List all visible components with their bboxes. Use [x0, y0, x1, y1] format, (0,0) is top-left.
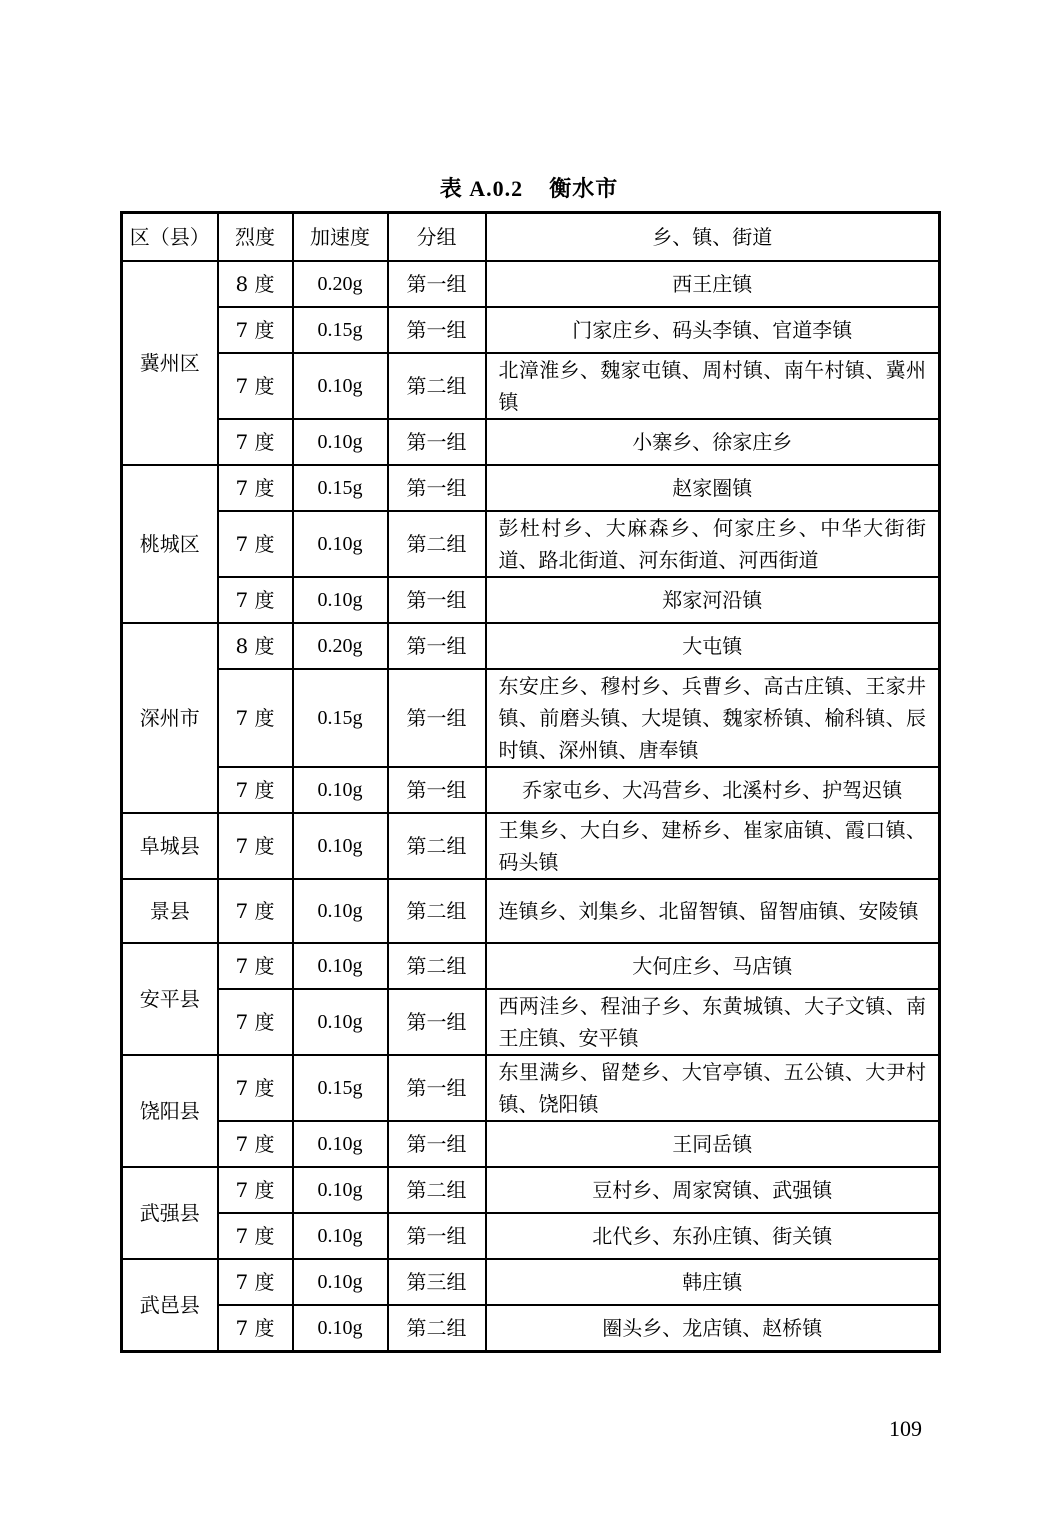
district-cell: 阜城县 — [122, 813, 218, 879]
intensity-cell: 7 度 — [218, 1167, 293, 1213]
table-row — [122, 1055, 940, 1121]
intensity-cell: 7 度 — [218, 943, 293, 989]
acceleration-cell: 0.15g — [293, 465, 388, 511]
table-row — [122, 511, 940, 577]
table-row — [122, 943, 940, 989]
intensity-cell: 7 度 — [218, 879, 293, 943]
table-row — [122, 1121, 940, 1167]
table-row — [122, 813, 940, 879]
acceleration-cell: 0.10g — [293, 879, 388, 943]
acceleration-cell: 0.10g — [293, 1259, 388, 1305]
places-cell: 西两洼乡、程油子乡、东黄城镇、大子文镇、南王庄镇、安平镇 — [486, 989, 940, 1055]
intensity-cell: 7 度 — [218, 307, 293, 353]
table-row — [122, 623, 940, 669]
district-cell: 饶阳县 — [122, 1055, 218, 1167]
intensity-cell: 7 度 — [218, 1305, 293, 1352]
table-title — [0, 172, 1058, 203]
header-places: 乡、镇、街道 — [486, 213, 940, 262]
acceleration-cell: 0.20g — [293, 261, 388, 307]
seismic-zoning-table — [120, 211, 941, 1353]
header-acceleration: 加速度 — [293, 213, 388, 262]
group-cell: 第三组 — [388, 1259, 486, 1305]
intensity-cell: 7 度 — [218, 1213, 293, 1259]
acceleration-cell: 0.10g — [293, 1305, 388, 1352]
places-cell: 连镇乡、刘集乡、北留智镇、留智庙镇、安陵镇 — [486, 879, 940, 943]
table-row — [122, 1259, 940, 1305]
acceleration-cell: 0.10g — [293, 1213, 388, 1259]
acceleration-cell: 0.10g — [293, 943, 388, 989]
table-header-row — [122, 213, 940, 262]
group-cell: 第一组 — [388, 1055, 486, 1121]
places-cell: 王集乡、大白乡、建桥乡、崔家庙镇、霞口镇、码头镇 — [486, 813, 940, 879]
table-row — [122, 1167, 940, 1213]
places-cell: 彭杜村乡、大麻森乡、何家庄乡、中华大街街道、路北街道、河东街道、河西街道 — [486, 511, 940, 577]
group-cell: 第二组 — [388, 511, 486, 577]
table-row — [122, 989, 940, 1055]
acceleration-cell: 0.10g — [293, 419, 388, 465]
places-cell: 西王庄镇 — [486, 261, 940, 307]
intensity-cell: 7 度 — [218, 419, 293, 465]
group-cell: 第一组 — [388, 989, 486, 1055]
places-cell: 北代乡、东孙庄镇、街关镇 — [486, 1213, 940, 1259]
intensity-cell: 8 度 — [218, 261, 293, 307]
table-row — [122, 307, 940, 353]
acceleration-cell: 0.10g — [293, 511, 388, 577]
intensity-cell: 7 度 — [218, 353, 293, 419]
places-cell: 东安庄乡、穆村乡、兵曹乡、高古庄镇、王家井镇、前磨头镇、大堤镇、魏家桥镇、榆科镇、辰时镇、深州镇、唐奉镇 — [486, 669, 940, 767]
intensity-cell: 7 度 — [218, 813, 293, 879]
page-number: 109 — [889, 1416, 922, 1441]
intensity-cell: 7 度 — [218, 577, 293, 623]
group-cell: 第二组 — [388, 943, 486, 989]
places-cell: 乔家屯乡、大冯营乡、北溪村乡、护驾迟镇 — [486, 767, 940, 813]
table-row — [122, 577, 940, 623]
table-row — [122, 465, 940, 511]
district-cell: 武邑县 — [122, 1259, 218, 1352]
group-cell: 第二组 — [388, 1305, 486, 1352]
table-city: 衡水市 — [549, 176, 619, 202]
acceleration-cell: 0.10g — [293, 1121, 388, 1167]
table-row — [122, 1213, 940, 1259]
intensity-cell: 7 度 — [218, 669, 293, 767]
group-cell: 第一组 — [388, 261, 486, 307]
places-cell: 大何庄乡、马店镇 — [486, 943, 940, 989]
group-cell: 第一组 — [388, 577, 486, 623]
group-cell: 第一组 — [388, 1121, 486, 1167]
intensity-cell: 7 度 — [218, 989, 293, 1055]
acceleration-cell: 0.10g — [293, 577, 388, 623]
group-cell: 第一组 — [388, 1213, 486, 1259]
district-cell: 桃城区 — [122, 465, 218, 623]
acceleration-cell: 0.20g — [293, 623, 388, 669]
acceleration-cell: 0.10g — [293, 1167, 388, 1213]
places-cell: 小寨乡、徐家庄乡 — [486, 419, 940, 465]
group-cell: 第一组 — [388, 419, 486, 465]
acceleration-cell: 0.10g — [293, 813, 388, 879]
group-cell: 第一组 — [388, 669, 486, 767]
table-row — [122, 1305, 940, 1352]
acceleration-cell: 0.10g — [293, 767, 388, 813]
intensity-cell: 7 度 — [218, 1121, 293, 1167]
district-cell: 冀州区 — [122, 261, 218, 465]
table-row — [122, 669, 940, 767]
intensity-cell: 7 度 — [218, 1259, 293, 1305]
intensity-cell: 7 度 — [218, 465, 293, 511]
table-row — [122, 419, 940, 465]
district-cell: 景县 — [122, 879, 218, 943]
district-cell: 武强县 — [122, 1167, 218, 1259]
places-cell: 韩庄镇 — [486, 1259, 940, 1305]
district-cell: 安平县 — [122, 943, 218, 1055]
places-cell: 东里满乡、留楚乡、大官亭镇、五公镇、大尹村镇、饶阳镇 — [486, 1055, 940, 1121]
acceleration-cell: 0.15g — [293, 669, 388, 767]
places-cell: 豆村乡、周家窝镇、武强镇 — [486, 1167, 940, 1213]
group-cell: 第二组 — [388, 879, 486, 943]
intensity-cell: 8 度 — [218, 623, 293, 669]
header-district: 区（县） — [122, 213, 218, 262]
places-cell: 郑家河沿镇 — [486, 577, 940, 623]
group-cell: 第二组 — [388, 1167, 486, 1213]
intensity-cell: 7 度 — [218, 511, 293, 577]
places-cell: 王同岳镇 — [486, 1121, 940, 1167]
header-group: 分组 — [388, 213, 486, 262]
group-cell: 第一组 — [388, 767, 486, 813]
group-cell: 第二组 — [388, 353, 486, 419]
intensity-cell: 7 度 — [218, 1055, 293, 1121]
table-row — [122, 767, 940, 813]
places-cell: 大屯镇 — [486, 623, 940, 669]
group-cell: 第一组 — [388, 307, 486, 353]
table-row — [122, 353, 940, 419]
district-cell: 深州市 — [122, 623, 218, 813]
group-cell: 第一组 — [388, 623, 486, 669]
places-cell: 赵家圈镇 — [486, 465, 940, 511]
group-cell: 第二组 — [388, 813, 486, 879]
places-cell: 门家庄乡、码头李镇、官道李镇 — [486, 307, 940, 353]
intensity-cell: 7 度 — [218, 767, 293, 813]
header-intensity: 烈度 — [218, 213, 293, 262]
places-cell: 圈头乡、龙店镇、赵桥镇 — [486, 1305, 940, 1352]
table-row — [122, 261, 940, 307]
group-cell: 第一组 — [388, 465, 486, 511]
acceleration-cell: 0.15g — [293, 1055, 388, 1121]
table-row — [122, 879, 940, 943]
table-number: 表 A.0.2 — [439, 176, 524, 201]
acceleration-cell: 0.10g — [293, 353, 388, 419]
acceleration-cell: 0.15g — [293, 307, 388, 353]
acceleration-cell: 0.10g — [293, 989, 388, 1055]
places-cell: 北漳淮乡、魏家屯镇、周村镇、南午村镇、冀州镇 — [486, 353, 940, 419]
